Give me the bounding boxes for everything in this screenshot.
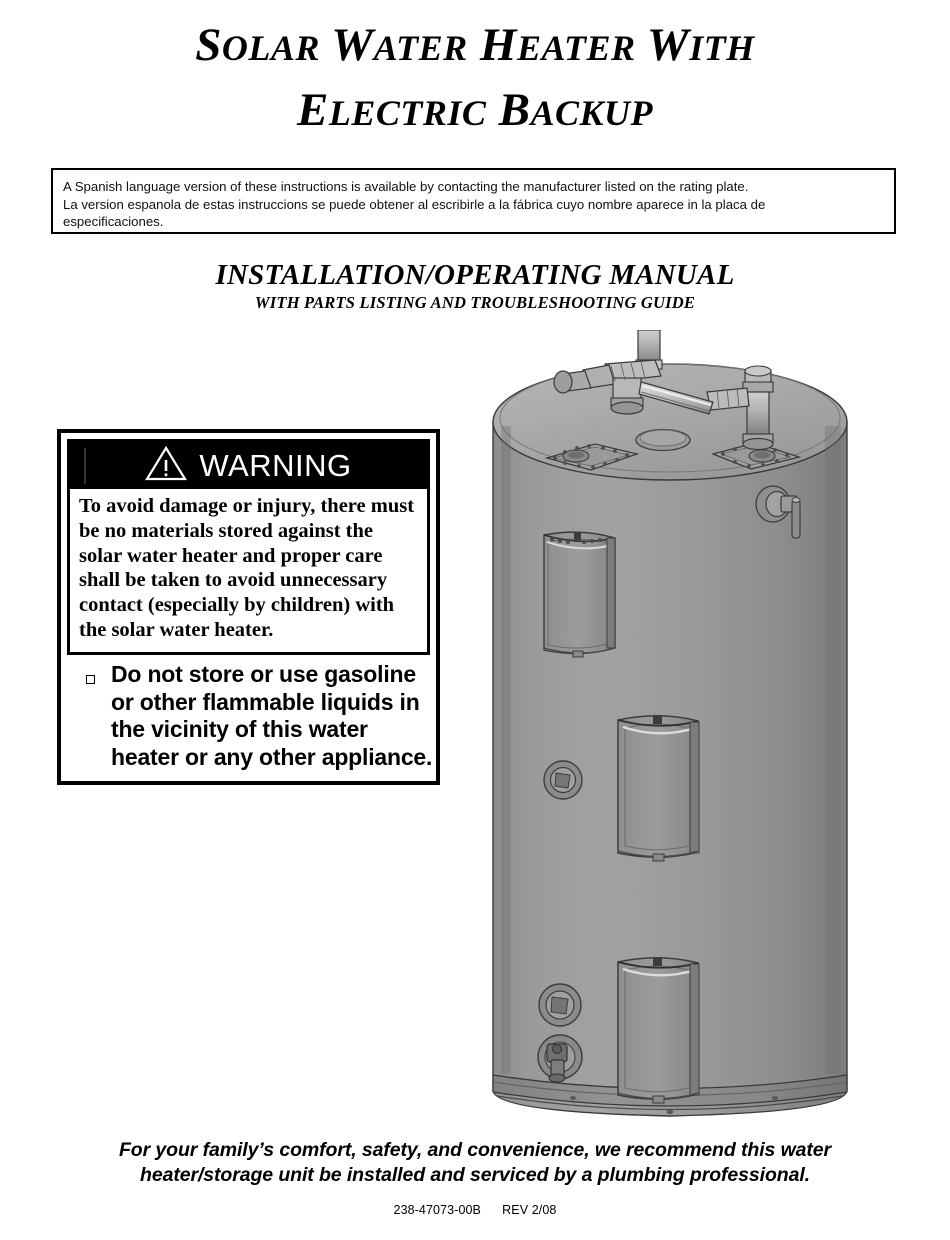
square-bullet-icon xyxy=(86,675,95,684)
spanish-language-notice-box xyxy=(51,168,896,234)
middle-access-panel xyxy=(618,715,699,861)
warning-triangle-icon xyxy=(145,445,187,486)
tank-top-ellipse xyxy=(493,364,847,480)
manual-heading: INSTALLATION/OPERATING MANUAL xyxy=(215,259,735,291)
title-line-2: ELECTRIC BACKUP xyxy=(296,84,654,136)
spanish-notice-line-3: especificaciones. xyxy=(63,214,164,229)
manual-subheading: WITH PARTS LISTING AND TROUBLESHOOTING GUIDE xyxy=(254,293,696,312)
warning-bullet-text: Do not store or use gasoline or other flammable liquids in the vicinity of this water heater or any other appliance. xyxy=(111,661,433,770)
warning-primary-panel xyxy=(67,439,430,655)
part-number: 238-47073-00B xyxy=(393,1203,481,1217)
page-title xyxy=(0,14,950,144)
spanish-notice-line-1: A Spanish language version of these instructions is available by contacting the manufacturer listed on the rating plate. xyxy=(63,179,749,194)
footer-line-2: heater/storage unit be installed and serviced by a plumbing professional. xyxy=(140,1164,810,1186)
warning-header-rule xyxy=(84,448,86,484)
warning-label: WARNING xyxy=(199,448,352,483)
lower-access-panel xyxy=(618,957,699,1103)
warning-box xyxy=(57,429,440,785)
thermostat-port-lower xyxy=(539,984,581,1026)
upper-access-panel xyxy=(544,532,615,657)
spanish-notice-line-2: La version espanola de estas instruccions se puede obtener al escribirle a la fábrica cuyo nombre aparece in la placa de xyxy=(63,196,766,212)
solar-water-heater-tank-illustration xyxy=(455,330,885,1130)
warning-body-text: To avoid damage or injury, there must be no materials stored against the solar water heater and proper care shall be taken to avoid unnecessary contact (especially by children) with the solar water heater. xyxy=(79,495,415,641)
manual-subtitle xyxy=(0,258,950,314)
anode-port xyxy=(636,430,690,451)
part-number-block xyxy=(0,1203,950,1217)
footer-recommendation xyxy=(0,1138,950,1188)
revision-label: REV 2/08 xyxy=(502,1203,557,1217)
warning-body xyxy=(70,489,427,643)
warning-header-band xyxy=(70,442,427,489)
title-line-1: SOLAR WATER HEATER WITH xyxy=(195,19,755,71)
warning-bullet-item xyxy=(67,661,436,779)
thermostat-port xyxy=(544,761,582,799)
footer-line-1: For your family’s comfort, safety, and convenience, we recommend this water xyxy=(118,1139,832,1161)
